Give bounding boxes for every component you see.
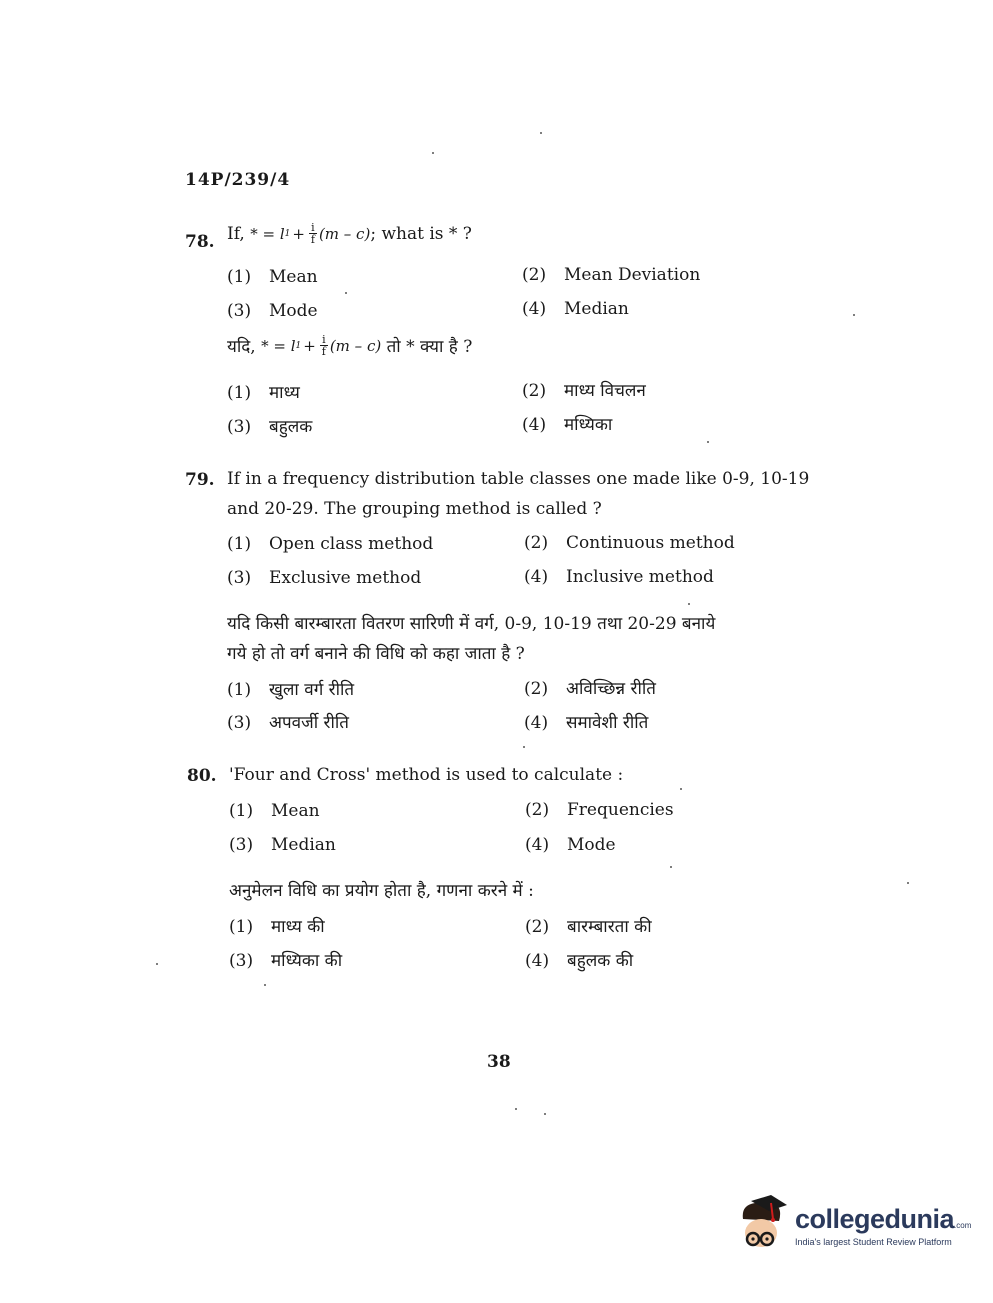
scan-speck — [707, 441, 709, 443]
q80-hindi-option-4: (4) बहुलक की — [525, 951, 634, 971]
formula-num: i — [322, 333, 326, 346]
scan-speck — [156, 963, 158, 965]
paper-code: 14P/239/4 — [185, 170, 291, 190]
logo-tagline: India's largest Student Review Platform — [795, 1236, 952, 1247]
logo-domain: .com — [954, 1220, 972, 1230]
q80-option-1: (1) Mean — [229, 801, 320, 821]
q79-hindi-option-3: (3) अपवर्जी रीति — [227, 713, 349, 733]
formula-sub: 1 — [295, 340, 302, 351]
q78-option-1: (1) Mean — [227, 267, 318, 287]
q79-hindi-option-2: (2) अविच्छिन्न रीति — [524, 679, 656, 699]
mascot-icon — [733, 1195, 789, 1255]
scan-speck — [680, 788, 682, 790]
formula-sub: 1 — [284, 228, 291, 239]
q79-option-1: (1) Open class method — [227, 534, 434, 554]
formula-rest: (m – c) — [318, 224, 371, 243]
question-78-hindi-prefix: यदि, — [227, 337, 256, 357]
question-78-suffix: ; what is * ? — [370, 223, 472, 244]
q80-hindi-option-3: (3) मध्यिका की — [229, 951, 343, 971]
question-79-hindi-line-2: गये हो तो वर्ग बनाने की विधि को कहा जाता है ? — [227, 644, 525, 664]
question-80-line-1: 'Four and Cross' method is used to calculate : — [229, 765, 624, 785]
q79-hindi-option-1: (1) खुला वर्ग रीति — [227, 680, 355, 700]
q78-hindi-option-3: (3) बहुलक — [227, 417, 313, 437]
question-80-hindi-line-1: अनुमेलन विधि का प्रयोग होता है, गणना करने में : — [229, 881, 534, 901]
q78-hindi-option-4: (4) मध्यिका — [522, 415, 613, 435]
q78-option-2: (2) Mean Deviation — [522, 265, 701, 285]
formula-lhs: * = l — [250, 224, 285, 243]
question-79-line-2: and 20-29. The grouping method is called ? — [227, 499, 602, 519]
question-79-number: 79. — [185, 470, 215, 490]
scan-speck — [688, 603, 690, 605]
q79-option-4: (4) Inclusive method — [524, 567, 714, 587]
question-78-hindi-suffix: तो * क्या है ? — [386, 337, 473, 357]
question-78-number: 78. — [185, 232, 215, 252]
question-79-line-1: If in a frequency distribution table classes one made like 0-9, 10-19 — [227, 469, 810, 489]
question-78-text — [227, 222, 472, 245]
q79-option-3: (3) Exclusive method — [227, 568, 422, 588]
scan-speck — [432, 152, 434, 154]
question-78-hindi-formula — [261, 334, 381, 357]
formula-rest: (m – c) — [329, 336, 382, 355]
q80-hindi-option-2: (2) बारम्बारता की — [525, 917, 652, 937]
formula-plus: + — [303, 336, 316, 355]
question-78-prefix: If, — [227, 223, 245, 244]
q78-hindi-option-2: (2) माध्य विचलन — [522, 381, 646, 401]
q78-option-3: (3) Mode — [227, 301, 318, 321]
scan-speck — [907, 882, 909, 884]
formula-den: f — [321, 345, 326, 358]
question-78-hindi-text — [227, 334, 472, 357]
q80-hindi-option-1: (1) माध्य की — [229, 917, 325, 937]
page-number: 38 — [487, 1052, 511, 1072]
scan-speck — [345, 292, 347, 294]
q78-hindi-option-1: (1) माध्य — [227, 383, 300, 403]
q80-option-4: (4) Mode — [525, 835, 616, 855]
q80-option-2: (2) Frequencies — [525, 800, 674, 820]
formula-plus: + — [292, 224, 305, 243]
scan-speck — [515, 1108, 517, 1110]
question-79-hindi-line-1: यदि किसी बारम्बारता वितरण सारिणी में वर्ग, 0-9, 10-19 तथा 20-29 बनाये — [227, 614, 716, 634]
scan-speck — [670, 866, 672, 868]
formula-fraction — [309, 222, 317, 245]
formula-den: f — [310, 233, 315, 246]
scan-speck — [540, 132, 542, 134]
formula-lhs: * = l — [261, 336, 296, 355]
formula-num: i — [311, 221, 315, 234]
scan-speck — [523, 746, 525, 748]
question-78-formula — [250, 222, 370, 245]
collegedunia-logo — [733, 1195, 971, 1255]
question-80-number: 80. — [187, 766, 217, 786]
formula-fraction — [320, 334, 328, 357]
scan-speck — [853, 314, 855, 316]
q79-option-2: (2) Continuous method — [524, 533, 735, 553]
q78-option-4: (4) Median — [522, 299, 629, 319]
scan-speck — [264, 984, 266, 986]
logo-brand: collegedunia — [795, 1203, 955, 1234]
q79-hindi-option-4: (4) समावेशी रीति — [524, 713, 649, 733]
q80-option-3: (3) Median — [229, 835, 336, 855]
scan-speck — [544, 1113, 546, 1115]
